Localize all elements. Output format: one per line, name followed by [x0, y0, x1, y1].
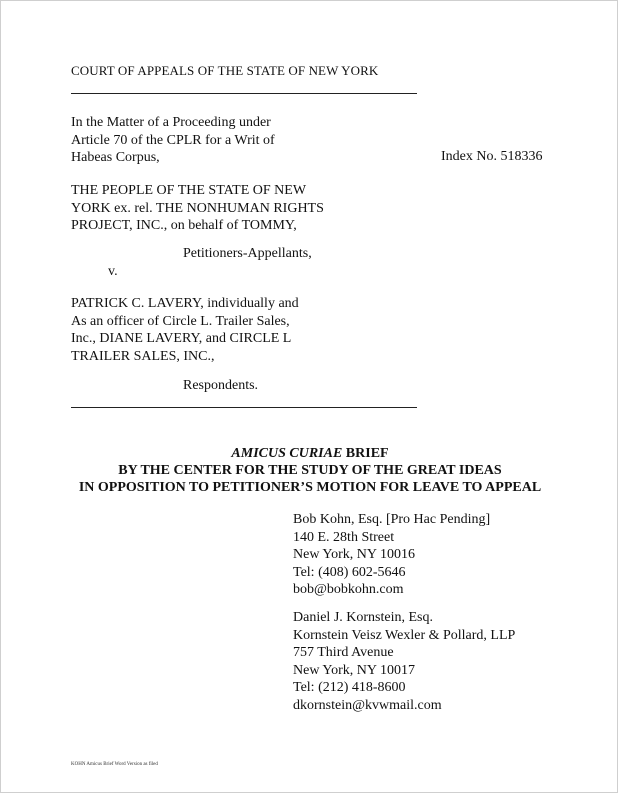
counsel-firm: Kornstein Veisz Wexler & Pollard, LLP [293, 627, 516, 643]
court-name: COURT OF APPEALS OF THE STATE OF NEW YORK [71, 63, 379, 78]
petitioner-line: YORK ex. rel. THE NONHUMAN RIGHTS [71, 200, 324, 216]
counsel-name: Bob Kohn, Esq. [Pro Hac Pending] [293, 512, 491, 527]
brief-title-line1 [1, 445, 619, 462]
petitioner-description [71, 182, 324, 235]
brief-title-line3: IN OPPOSITION TO PETITIONER’S MOTION FOR LEAVE TO APPEAL [78, 480, 542, 495]
counsel-email: dkornstein@kvwmail.com [293, 697, 442, 713]
caption-rule-bottom [71, 407, 417, 408]
page-footer: KOHN Amicus Brief Word Version as filed [71, 762, 158, 767]
respondent-line: As an officer of Circle L. Trailer Sales, [71, 313, 290, 329]
respondents-label: Respondents. [183, 378, 259, 393]
petitioner-line: THE PEOPLE OF THE STATE OF NEW [71, 183, 307, 198]
counsel-phone: Tel: (212) 418-8600 [293, 680, 406, 695]
counsel-city: New York, NY 10016 [293, 547, 415, 562]
respondent-line: PATRICK C. LAVERY, individually and [71, 296, 299, 311]
versus-label: v. [108, 264, 118, 279]
counsel-city: New York, NY 10017 [293, 662, 415, 678]
caption-rule-top [71, 93, 417, 94]
counsel-phone: Tel: (408) 602-5646 [293, 564, 406, 580]
counsel-address: 757 Third Avenue [293, 645, 394, 660]
matter-line: Article 70 of the CPLR for a Writ of [71, 132, 275, 148]
brief-title [1, 445, 619, 496]
matter-description [71, 114, 275, 167]
respondent-description [71, 295, 299, 365]
counsel-name: Daniel J. Kornstein, Esq. [293, 610, 433, 625]
brief-title-line2: BY THE CENTER FOR THE STUDY OF THE GREAT IDEAS [118, 463, 502, 478]
counsel-block [293, 609, 515, 714]
matter-line: Habeas Corpus, [71, 150, 160, 165]
respondent-line: TRAILER SALES, INC., [71, 348, 215, 364]
amicus-curiae-text: AMICUS CURIAE [231, 446, 343, 461]
petitioners-label: Petitioners-Appellants, [183, 246, 312, 261]
counsel-block [293, 511, 490, 599]
matter-line: In the Matter of a Proceeding under [71, 115, 271, 130]
index-number: Index No. 518336 [441, 149, 543, 164]
brief-text: BRIEF [342, 446, 389, 461]
respondent-line: Inc., DIANE LAVERY, and CIRCLE L [71, 331, 292, 346]
petitioner-line: PROJECT, INC., on behalf of TOMMY, [71, 218, 297, 233]
counsel-email: bob@bobkohn.com [293, 582, 404, 597]
counsel-address: 140 E. 28th Street [293, 529, 395, 545]
